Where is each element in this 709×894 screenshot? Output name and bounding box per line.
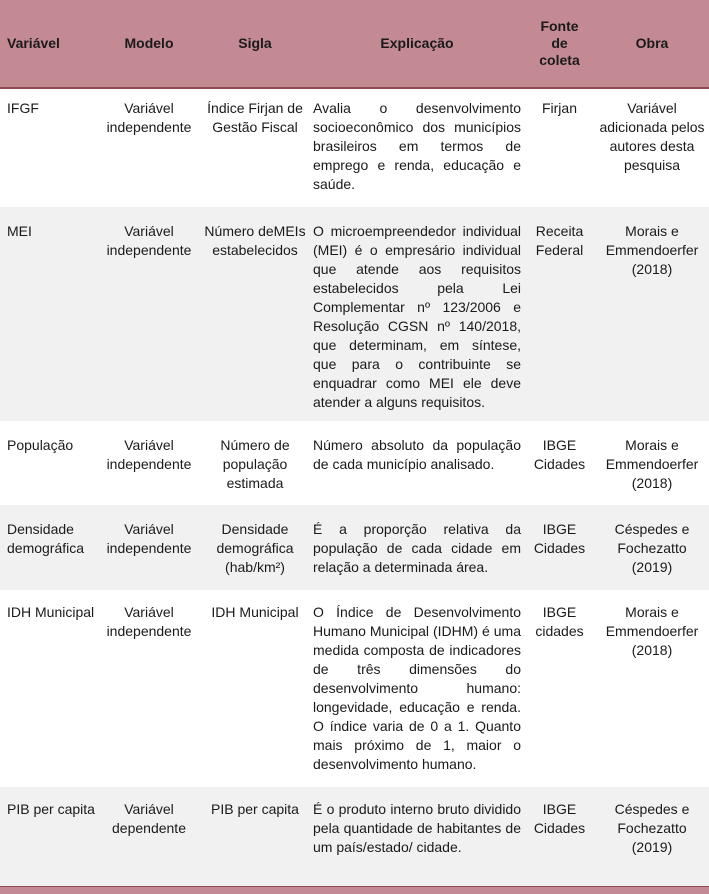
cell-obra: Céspedes e Fochezatto (2019): [614, 801, 690, 855]
table-row: [0, 421, 709, 505]
cell-obra: Morais e Emmendoerfer (2018): [605, 223, 699, 277]
cell-sigla: Número deMEIs estabelecidos: [204, 223, 306, 258]
header-sigla: Sigla: [238, 35, 272, 51]
cell-modelo: Variável dependente: [112, 801, 186, 836]
cell-obra: Variável adicionada pelos autores desta pesquisa: [599, 100, 705, 173]
table-row: [0, 207, 709, 421]
cell-obra: Morais e Emmendoerfer (2018): [605, 604, 699, 658]
cell-explicacao: Número absoluto da população de cada município analisado.: [313, 437, 521, 472]
cell-sigla: Índice Firjan de Gestão Fiscal: [207, 100, 303, 135]
table-header: [0, 0, 709, 89]
cell-modelo: Variável independente: [106, 223, 192, 258]
table-row: [0, 505, 709, 590]
cell-obra: Céspedes e Fochezatto (2019): [614, 521, 690, 575]
table-row: [0, 787, 709, 886]
cell-fonte: IBGE cidades: [535, 604, 584, 639]
cell-sigla: IDH Municipal: [211, 604, 299, 620]
cell-fonte: IBGE Cidades: [533, 437, 586, 472]
cell-variavel: População: [7, 437, 74, 453]
cell-modelo: Variável independente: [106, 604, 192, 639]
cell-sigla: Número de população estimada: [220, 437, 290, 491]
cell-modelo: Variável independente: [106, 100, 192, 135]
cell-fonte: IBGE Cidades: [533, 521, 586, 556]
cell-explicacao: Avalia o desenvolvimento socioeconômico dos municípios brasileiros em termos de emprego e renda, educação e saúde.: [313, 100, 521, 192]
cell-modelo: Variável independente: [106, 521, 192, 556]
cell-explicacao: É a proporção relativa da população de cada cidade em relação a determinada área.: [313, 521, 521, 575]
cell-fonte: IBGE Cidades: [533, 801, 586, 836]
cell-variavel: IDH Municipal: [7, 604, 95, 620]
cell-explicacao: O Índice de Desenvolvimento Humano Municipal (IDHM) é uma medida composta de indicadores de três dimensões do desenvolvimento humano: longevidade, educação e renda. O índice varia de 0 a 1. Quanto mais próximo de 1, maior o desenvolvimento humano.: [313, 604, 521, 772]
cell-obra: Morais e Emmendoerfer (2018): [605, 437, 699, 491]
cell-fonte: Receita Federal: [535, 223, 584, 258]
cell-variavel: IFGF: [7, 100, 39, 116]
header-obra: Obra: [635, 35, 669, 51]
header-fonte-de-coleta: Fonte de coleta: [539, 18, 580, 68]
cell-fonte: Firjan: [541, 100, 577, 116]
header-variavel: Variável: [7, 35, 60, 51]
header-explicacao: Explicação: [380, 35, 454, 51]
cell-sigla: PIB per capita: [211, 801, 299, 817]
table-row: [0, 590, 709, 787]
cell-variavel: PIB per capita: [7, 801, 95, 817]
cell-explicacao: É o produto interno bruto dividido pela quantidade de habitantes de um país/estado/ cidade.: [313, 801, 521, 855]
cell-variavel: MEI: [7, 223, 32, 239]
cell-variavel: Densidade demográfica: [7, 521, 85, 556]
cell-sigla: Densidade demográfica (hab/km²): [216, 521, 294, 575]
cell-modelo: Variável independente: [106, 437, 192, 472]
header-modelo: Modelo: [124, 35, 174, 51]
cell-explicacao: O microempreendedor individual (MEI) é o empresário individual que atende aos requisitos estabelecidos pela Lei Complementar nº 123/2006 e Resolução CGSN nº 140/2018, que determinam, em síntese, que para o contribuinte se enquadrar como MEI ele deve atender a alguns requisitos.: [313, 223, 521, 410]
table-row: [0, 89, 709, 207]
